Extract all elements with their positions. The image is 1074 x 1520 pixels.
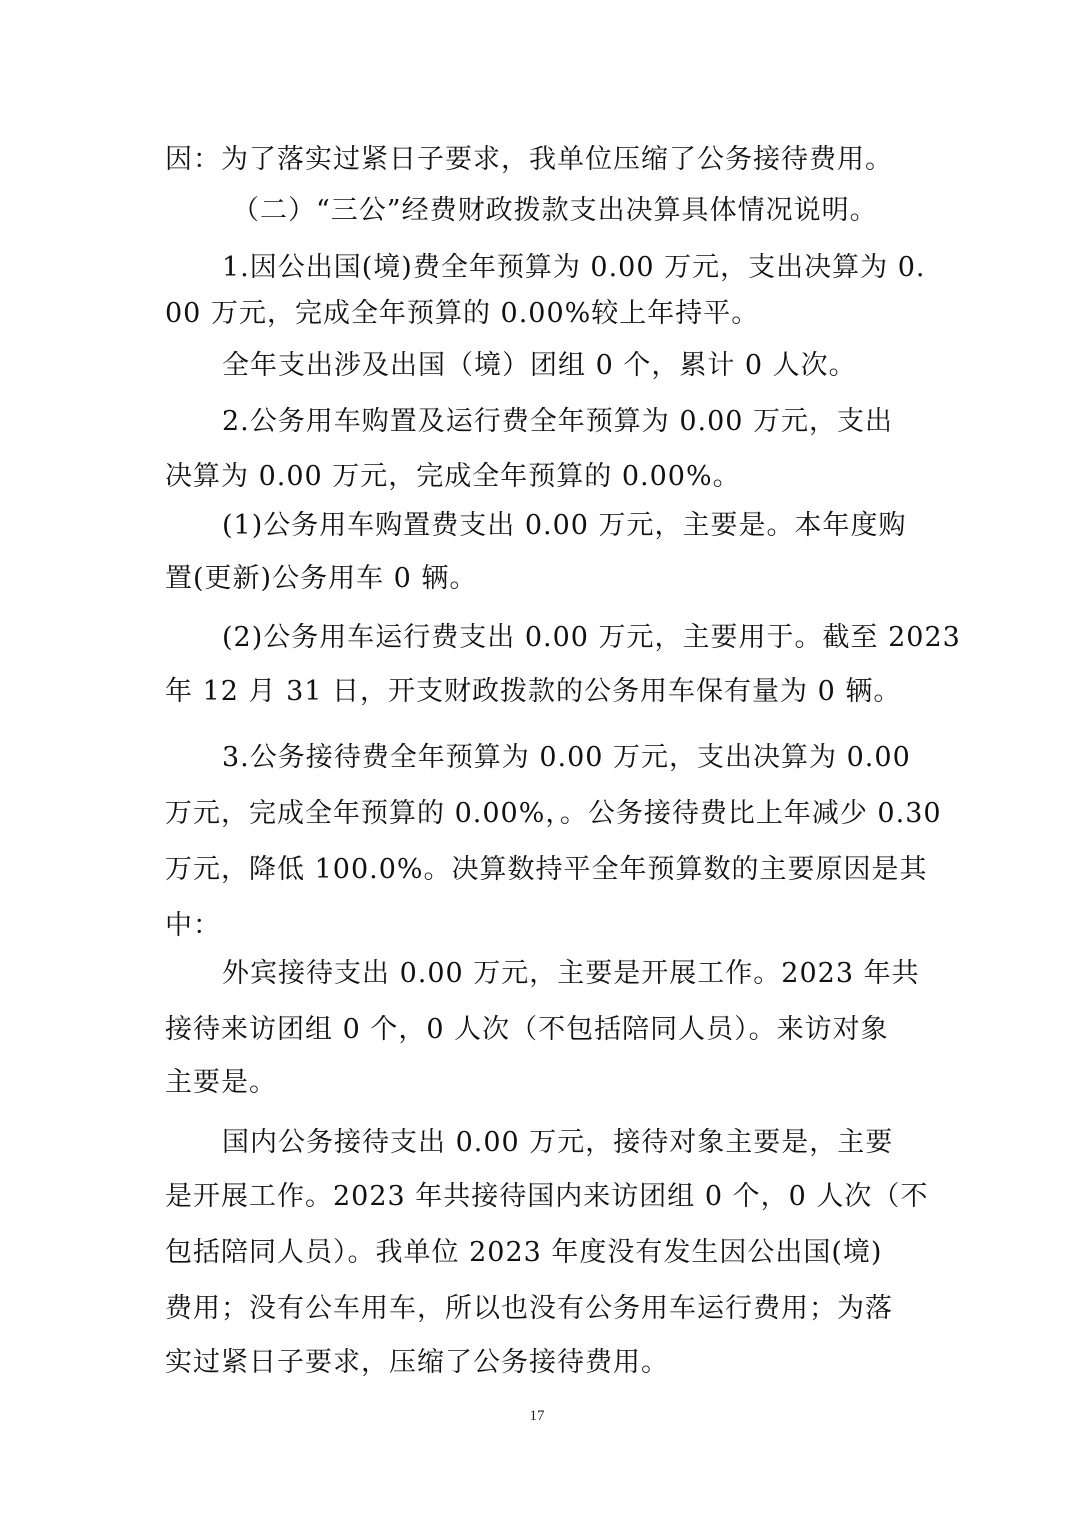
text-line-22: 费用；没有公车用车，所以也没有公务用车运行费用；为落: [165, 1293, 893, 1324]
text-line-3: 1.因公出国(境)费全年预算为 0.00 万元，支出决算为 0.: [222, 252, 926, 283]
text-line-20: 是开展工作。2023 年共接待国内来访团组 0 个，0 人次（不: [165, 1181, 929, 1212]
text-line-12: 3.公务接待费全年预算为 0.00 万元，支出决算为 0.00: [222, 742, 911, 773]
text-line-13: 万元，完成全年预算的 0.00%，。公务接待费比上年减少 0.30: [165, 798, 942, 829]
text-line-4: 00 万元，完成全年预算的 0.00%较上年持平。: [165, 298, 760, 329]
text-line-17: 接待来访团组 0 个，0 人次（不包括陪同人员）。来访对象: [165, 1014, 889, 1045]
text-line-18: 主要是。: [165, 1067, 277, 1098]
text-line-19: 国内公务接待支出 0.00 万元，接待对象主要是，主要: [222, 1127, 894, 1158]
text-line-21: 包括陪同人员）。我单位 2023 年度没有发生因公出国(境): [165, 1237, 883, 1268]
text-line-10: (2)公务用车运行费支出 0.00 万元，主要用于。截至 2023: [222, 622, 961, 653]
text-line-11: 年 12 月 31 日，开支财政拨款的公务用车保有量为 0 辆。: [165, 676, 902, 707]
text-line-8: (1)公务用车购置费支出 0.00 万元，主要是。本年度购: [222, 510, 907, 541]
page-number: 17: [529, 1408, 545, 1424]
text-line-6: 2.公务用车购置及运行费全年预算为 0.00 万元，支出: [222, 406, 894, 437]
text-line-14: 万元，降低 100.0%。决算数持平全年预算数的主要原因是其: [165, 854, 928, 885]
text-line-9: 置(更新)公务用车 0 辆。: [165, 563, 478, 594]
text-line-5: 全年支出涉及出国（境）团组 0 个，累计 0 人次。: [222, 350, 857, 381]
section-heading-2: （二）“三公”经费财政拨款支出决算具体情况说明。: [232, 195, 878, 226]
text-line-15: 中：: [165, 910, 221, 941]
text-line-23: 实过紧日子要求，压缩了公务接待费用。: [165, 1347, 669, 1378]
text-line-7: 决算为 0.00 万元，完成全年预算的 0.00%。: [165, 461, 741, 492]
text-line-16: 外宾接待支出 0.00 万元，主要是开展工作。2023 年共: [222, 958, 920, 989]
text-line-1: 因：为了落实过紧日子要求，我单位压缩了公务接待费用。: [165, 144, 893, 175]
